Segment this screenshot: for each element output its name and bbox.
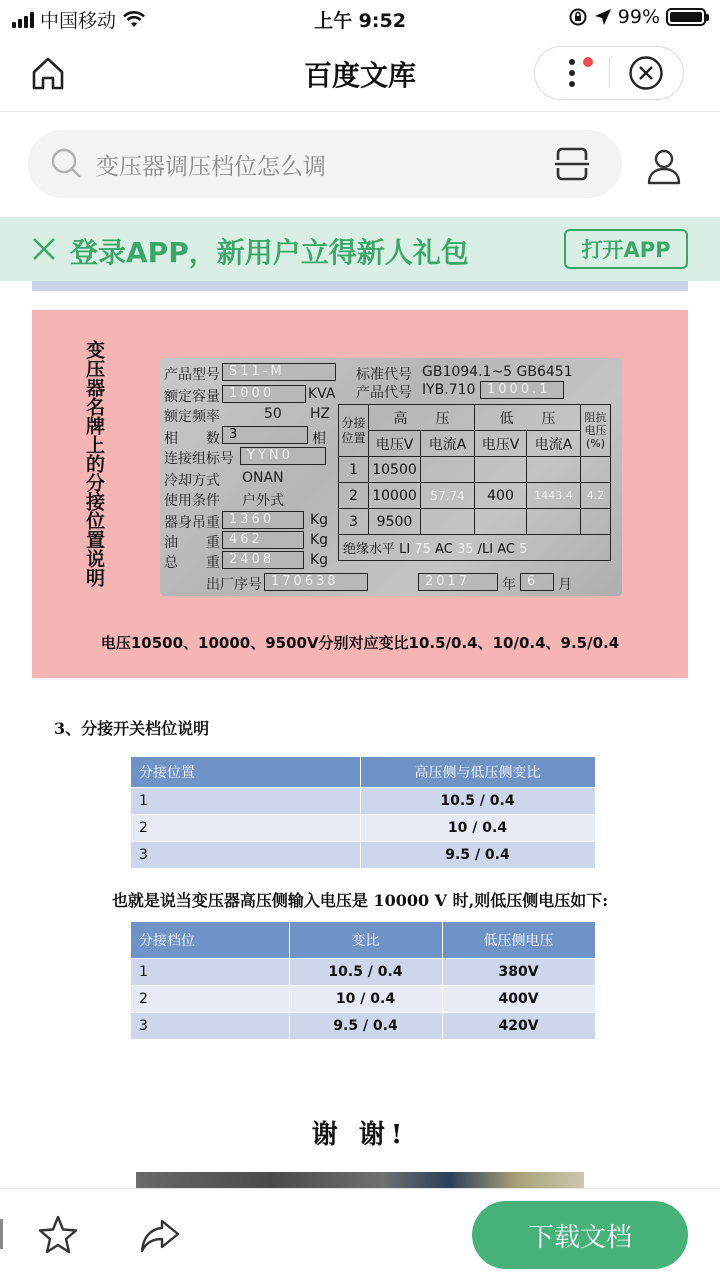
nav-bar: [0, 36, 720, 112]
table-cell: 9.5 / 0.4: [289, 1012, 442, 1039]
label-lift-weight: 器身吊重: [164, 515, 220, 531]
insulation-label: 绝缘水平 LI: [343, 542, 411, 557]
box-month: 6: [520, 573, 554, 591]
product-code-value: IYB.710: [422, 382, 476, 398]
tap-cell: 2: [339, 483, 369, 509]
nameplate-tap-table: [338, 404, 611, 561]
table-row: [131, 814, 595, 841]
search-bar[interactable]: [28, 130, 622, 198]
search-icon: [50, 147, 84, 181]
usage-value: 户外式: [242, 493, 284, 509]
page-title: 百度文库: [303, 59, 416, 92]
high-header: 高 压: [369, 405, 475, 431]
label-connection: 连接组标号: [164, 451, 234, 467]
table-cell: 10 / 0.4: [289, 985, 442, 1012]
table-header: 分接档位: [131, 922, 289, 958]
table-cell: 1: [131, 787, 360, 814]
table-cell: 400V: [442, 985, 595, 1012]
clock: 上午 9:52: [314, 10, 406, 32]
section-title: 3、分接开关档位说明: [54, 719, 210, 738]
box-connection: YYN0: [240, 447, 326, 465]
table-cell: 9.5 / 0.4: [360, 841, 595, 868]
table-cell: 10 / 0.4: [360, 814, 595, 841]
hv-curr-header: 电流A: [421, 431, 475, 457]
frequency-unit: HZ: [310, 406, 331, 422]
banner-text: 登录APP，新用户立得新人礼包: [70, 236, 469, 269]
box-oil: 462: [222, 531, 304, 549]
box-code: 1000.1: [480, 381, 564, 399]
z-cell: [581, 457, 611, 483]
hv-cell: 10500: [369, 457, 421, 483]
table-cell: 1: [131, 958, 289, 985]
table-row: [131, 841, 595, 868]
table-cell: 10.5 / 0.4: [360, 787, 595, 814]
cooling-value: ONAN: [242, 470, 284, 486]
table-header: 变比: [289, 922, 442, 958]
favorite-star-icon[interactable]: [36, 1213, 80, 1257]
table-cell: 420V: [442, 1012, 595, 1039]
tap-header: 分接位置: [339, 405, 369, 457]
search-input[interactable]: 变压器调压档位怎么调: [96, 153, 326, 180]
table-row: [131, 787, 595, 814]
insulation-li2-label: /LI: [477, 542, 494, 557]
tap-cell: 1: [339, 457, 369, 483]
share-icon[interactable]: [138, 1213, 182, 1257]
z-cell: [581, 509, 611, 535]
box-model: S11-M: [222, 363, 336, 381]
insulation-cell: [339, 535, 611, 561]
status-right: [568, 6, 706, 28]
hv-cell: 10000: [369, 483, 421, 509]
insulation-row: [339, 535, 611, 561]
status-bar: [0, 0, 720, 36]
mini-program-capsule: [534, 46, 684, 100]
oil-unit: Kg: [310, 532, 329, 548]
box-year: 2017: [418, 573, 498, 591]
close-circle-icon: [628, 55, 664, 91]
table-cell: 2: [131, 985, 289, 1012]
table-header: 分接位置: [131, 757, 360, 787]
lv-volt-header: 电压V: [475, 431, 527, 457]
ha-cell: 57.74: [421, 483, 475, 509]
label-frequency: 额定频率: [164, 409, 220, 425]
edge-marker: [0, 1219, 3, 1249]
label-total-weight: 总 重: [164, 555, 220, 571]
insulation-ac-label: AC: [435, 542, 453, 557]
nameplate-vertical-title: 变压器名牌上的分接位置说明: [83, 340, 105, 587]
table-header: 高压侧与低压侧变比: [360, 757, 595, 787]
app-promo-banner: [0, 217, 720, 281]
label-capacity: 额定容量: [164, 389, 220, 405]
hv-cell: 9500: [369, 509, 421, 535]
more-dots-icon: [567, 57, 577, 89]
tap-row: [339, 457, 611, 483]
close-button[interactable]: [610, 47, 684, 99]
battery-percent: 99%: [617, 6, 660, 28]
label-usage: 使用条件: [164, 493, 220, 509]
nameplate-photo: [160, 358, 622, 596]
insulation-ac-value: 35: [456, 542, 474, 557]
lv-cell: [475, 457, 527, 483]
explanation-text: 也就是说当变压器高压侧输入电压是 10000 V 时,则低压侧电压如下:: [111, 891, 609, 910]
table-cell: 10.5 / 0.4: [289, 958, 442, 985]
table-row: [131, 985, 595, 1012]
label-phases: 相 数: [164, 431, 220, 447]
close-banner-icon[interactable]: [30, 235, 58, 263]
next-slide-preview: [136, 1172, 584, 1188]
la-cell: 1443.4: [527, 483, 581, 509]
tap-row: [339, 483, 611, 509]
phases-unit: 相: [312, 431, 326, 447]
open-app-button[interactable]: 打开APP: [564, 229, 688, 269]
table-row: [131, 1012, 595, 1039]
box-capacity: 1000: [222, 385, 306, 403]
frequency-value: 50: [264, 406, 282, 422]
insulation-li-value: 75: [414, 542, 431, 557]
lv-curr-header: 电流A: [527, 431, 581, 457]
low-voltage-table: [131, 922, 596, 1039]
label-cooling: 冷却方式: [164, 473, 220, 489]
label-product-code: 产品代号: [356, 385, 412, 401]
hv-volt-header: 电压V: [369, 431, 421, 457]
rotation-lock-icon: [568, 7, 588, 27]
lift-unit: Kg: [310, 512, 329, 528]
download-document-button[interactable]: 下载文档: [472, 1201, 688, 1269]
document-strip: [32, 281, 688, 291]
nameplate-slide: [32, 310, 688, 678]
box-serial: 170638: [264, 573, 368, 591]
z-cell: 4.2: [581, 483, 611, 509]
ha-cell: [421, 457, 475, 483]
carrier: 中国移动: [40, 10, 117, 32]
thanks-text: 谢 谢!: [311, 1120, 409, 1150]
ha-cell: [421, 509, 475, 535]
lv-cell: [475, 509, 527, 535]
box-total: 2408: [222, 551, 304, 569]
table-header: 低压侧电压: [442, 922, 595, 958]
la-cell: [527, 509, 581, 535]
la-cell: [527, 457, 581, 483]
tap-cell: 3: [339, 509, 369, 535]
notification-dot: [583, 57, 593, 67]
year-unit: 年: [502, 577, 516, 593]
bottom-toolbar: [0, 1188, 720, 1280]
impedance-header: 阻抗电压(%): [581, 405, 611, 457]
label-model: 产品型号: [164, 367, 220, 383]
scan-icon[interactable]: [552, 144, 592, 184]
label-serial: 出厂序号: [206, 577, 262, 593]
label-oil-weight: 油 重: [164, 535, 220, 551]
table-row: [131, 958, 595, 985]
table-cell: 3: [131, 841, 360, 868]
user-icon[interactable]: [644, 146, 684, 186]
lv-cell: 400: [475, 483, 527, 509]
insulation-ac2-value: 5: [519, 542, 528, 557]
low-header: 低 压: [475, 405, 581, 431]
label-standard: 标准代号: [356, 367, 412, 383]
standard-value: GB1094.1~5 GB6451: [422, 364, 573, 380]
location-icon: [594, 8, 612, 26]
tap-ratio-table: [131, 757, 596, 868]
insulation-ac2-label: AC: [497, 542, 515, 557]
nameplate-caption: 电压10500、10000、9500V分别对应变比10.5/0.4、10/0.4、9.5/0.4: [100, 634, 620, 652]
capacity-unit: KVA: [308, 386, 336, 402]
tap-row: [339, 509, 611, 535]
table-cell: 2: [131, 814, 360, 841]
battery-icon: [666, 8, 706, 26]
more-button[interactable]: [535, 47, 609, 99]
box-lift: 1360: [222, 511, 304, 529]
total-unit: Kg: [310, 552, 329, 568]
box-phases: 3: [222, 426, 308, 444]
month-unit: 月: [558, 577, 572, 593]
table-cell: 380V: [442, 958, 595, 985]
table-cell: 3: [131, 1012, 289, 1039]
